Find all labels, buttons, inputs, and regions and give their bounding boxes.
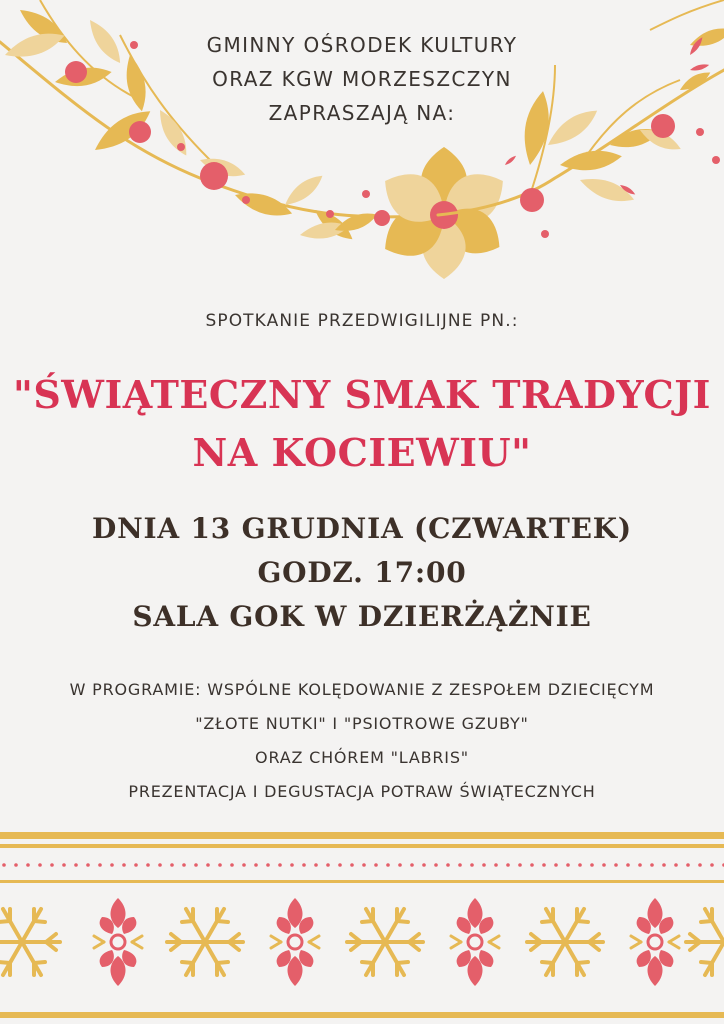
event-subtitle: SPOTKANIE PRZEDWIGILIJNE PN.: — [205, 311, 519, 331]
intro-line-3: ZAPRASZAJĄ NA: — [268, 101, 456, 125]
title-line-2: NA KOCIEWIU" — [192, 430, 532, 475]
program-line-1: W PROGRAMIE: WSPÓLNE KOLĘDOWANIE Z ZESPOŁEM DZIECIĘCYM — [69, 680, 655, 699]
program-line-2: "ZŁOTE NUTKI" I "PSIOTROWE GZUBY" — [195, 714, 529, 733]
title-line-1: "ŚWIĄTECZNY SMAK TRADYCJI — [13, 372, 711, 417]
snowflake-border — [0, 826, 724, 1024]
event-date: DNIA 13 GRUDNIA (CZWARTEK) — [92, 512, 632, 545]
program-line-4: PREZENTACJA I DEGUSTACJA POTRAW ŚWIĄTECZNYCH — [128, 782, 596, 801]
event-title — [0, 366, 724, 482]
program-description — [0, 673, 724, 809]
event-time: GODZ. 17:00 — [257, 556, 467, 589]
intro-line-2: ORAZ KGW MORZESZCZYN — [212, 67, 512, 91]
organizer-intro — [0, 28, 724, 130]
event-place: SALA GOK W DZIERŻĄŻNIE — [132, 600, 592, 633]
event-details — [0, 507, 724, 639]
intro-line-1: GMINNY OŚRODEK KULTURY — [206, 33, 518, 57]
program-line-3: ORAZ CHÓREM "LABRIS" — [255, 748, 469, 767]
